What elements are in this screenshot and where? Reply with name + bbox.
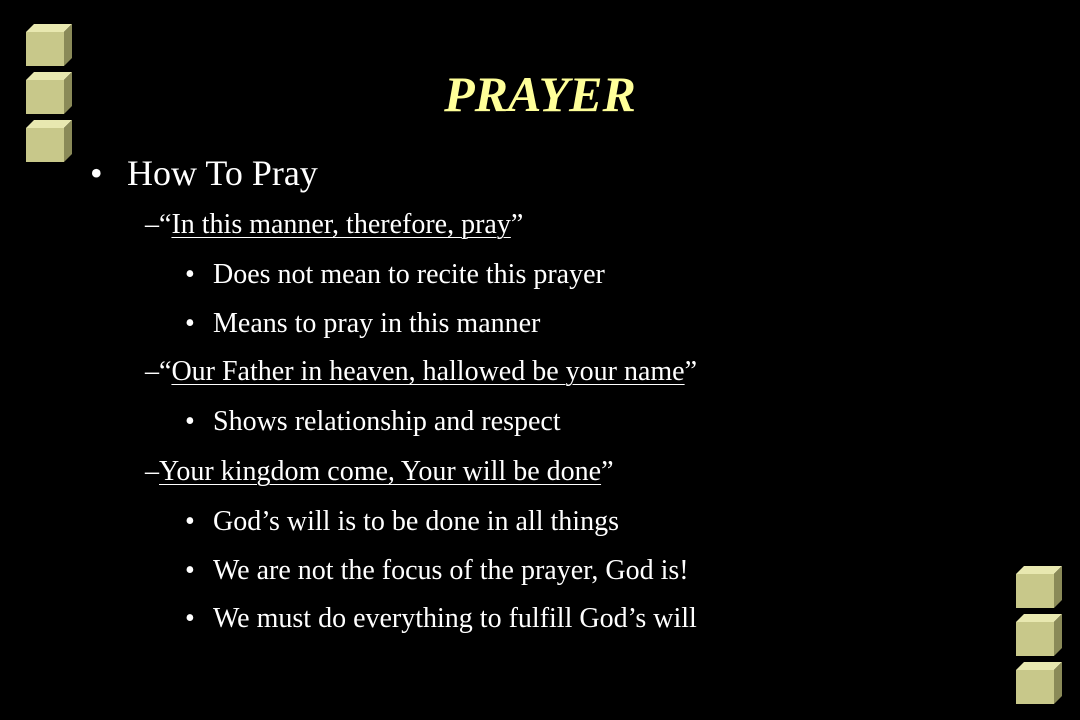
dash-icon: –: [145, 209, 159, 240]
sub-point-text: God’s will is to be done in all things: [213, 506, 619, 537]
cube-icon: [1016, 662, 1062, 704]
bullet-icon: •: [185, 603, 195, 634]
open-quote: “: [159, 356, 172, 387]
close-quote: ”: [601, 456, 614, 487]
section-quote-1: [145, 211, 523, 239]
close-quote: ”: [684, 356, 698, 387]
quote-text: In this manner, therefore, pray: [171, 209, 511, 240]
sub-point: [185, 261, 605, 289]
sub-point: [185, 310, 540, 338]
dash-icon: –: [145, 356, 159, 387]
bullet-icon: •: [185, 406, 195, 437]
sub-point-text: We are not the focus of the prayer, God is!: [213, 555, 689, 586]
bullet-icon: •: [185, 308, 195, 339]
sub-point: [185, 508, 619, 536]
cube-icon: [1016, 614, 1062, 656]
cube-icon: [1016, 566, 1062, 608]
cube-icon: [26, 120, 72, 162]
heading-text: How To Pray: [127, 153, 318, 193]
bullet-icon: •: [185, 506, 195, 537]
sub-point: [185, 557, 689, 585]
quote-text: Our Father in heaven, hallowed be your name: [171, 356, 685, 387]
dash-icon: –: [145, 456, 159, 487]
bullet-icon: •: [185, 259, 195, 290]
quote-text: Your kingdom come, Your will be done: [159, 456, 602, 487]
sub-point-text: Does not mean to recite this prayer: [213, 259, 605, 290]
sub-point: [185, 605, 697, 633]
section-quote-2: [145, 358, 697, 386]
close-quote: ”: [510, 209, 524, 240]
slide-title: PRAYER: [444, 66, 636, 122]
bullet-icon: •: [90, 153, 103, 193]
sub-point-text: Means to pray in this manner: [213, 308, 541, 339]
cube-icon: [26, 24, 72, 66]
sub-point-text: We must do everything to fulfill God’s will: [213, 603, 697, 634]
sub-point-text: Shows relationship and respect: [213, 406, 561, 437]
bullet-icon: •: [185, 555, 195, 586]
open-quote: “: [159, 209, 172, 240]
sub-point: [185, 408, 561, 436]
section-quote-3: [145, 458, 614, 486]
heading-bullet-item: [90, 155, 318, 191]
